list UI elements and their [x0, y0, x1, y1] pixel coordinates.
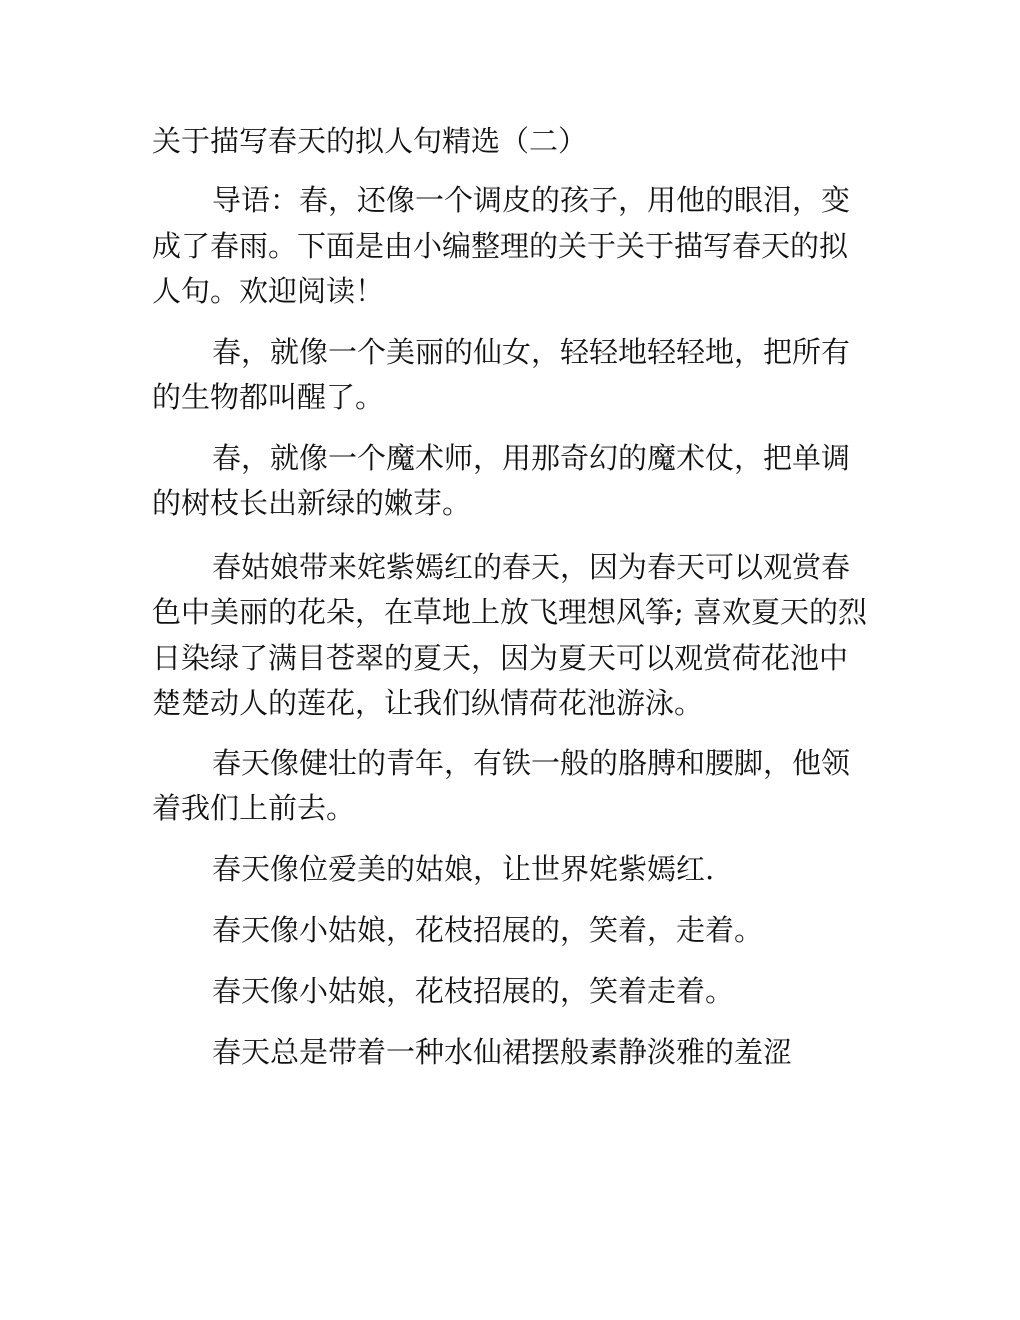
document-page: [152, 118, 872, 1076]
paragraph: 春天像小姑娘，花枝招展的，笑着，走着。: [212, 913, 764, 947]
paragraph-intro: 导语：春，还像一个调皮的孩子，用他的眼泪，变成了春雨。下面是由小编整理的关于关于描写春天的拟人句。欢迎阅读！: [152, 183, 851, 308]
paragraph: 春天总是带着一种水仙裙摆般素静淡雅的羞涩: [212, 1035, 793, 1069]
paragraph: 春天像位爱美的姑娘，让世界姹紫嫣红.: [212, 851, 715, 886]
paragraph: 春，就像一个美丽的仙女，轻轻地轻轻地，把所有的生物都叫醒了。: [152, 334, 851, 414]
document-title: 关于描写春天的拟人句精选（二）: [152, 124, 588, 158]
paragraph: 春姑娘带来姹紫嫣红的春天，因为春天可以观赏春色中美丽的花朵，在草地上放飞理想风筝; 喜欢夏天的烈日染绿了满目苍翠的夏天，因为夏天可以观赏荷花池中楚楚动人的莲花，让我们纵情荷花池游泳。: [152, 549, 867, 720]
paragraph: 春，就像一个魔术师，用那奇幻的魔术仗，把单调的树枝长出新绿的嫩芽。: [152, 440, 851, 520]
paragraph: 春天像健壮的青年，有铁一般的胳膊和腰脚，他领着我们上前去。: [152, 745, 851, 825]
paragraph: 春天像小姑娘，花枝招展的，笑着走着。: [212, 973, 735, 1008]
